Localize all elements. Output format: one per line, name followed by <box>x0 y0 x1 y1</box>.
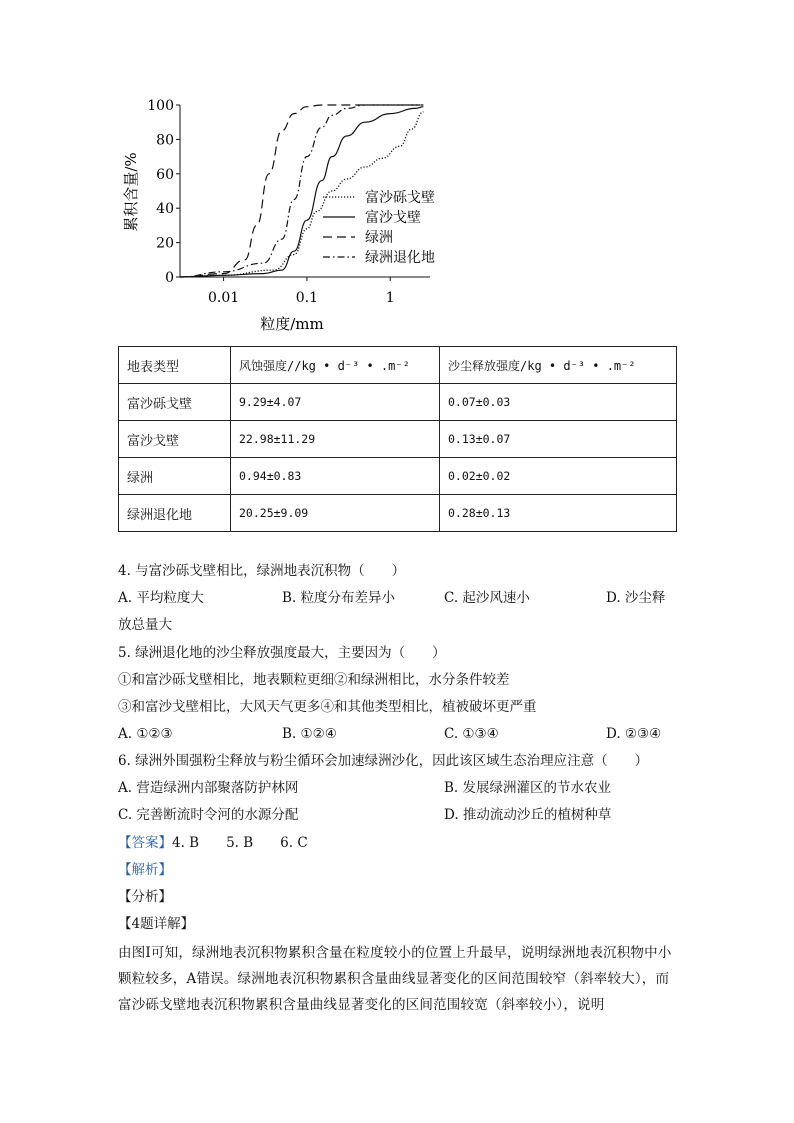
table-cell: 绿洲 <box>119 458 231 495</box>
table-cell: 0.02±0.02 <box>440 458 677 495</box>
answer-line <box>118 834 308 852</box>
x-tick-label: 0.01 <box>207 290 240 306</box>
surface-type-table <box>118 346 677 532</box>
x-axis-ticks <box>208 277 395 306</box>
fenxi-label: 【分析】 <box>118 889 172 905</box>
table-cell: 22.98±11.29 <box>231 421 440 458</box>
q5-option-d: D. ②③④ <box>606 726 662 742</box>
q6-option-b: B. 发展绿洲灌区的节水农业 <box>444 780 612 796</box>
q5-option-c: C. ①③④ <box>444 726 499 742</box>
q4-option-b: B. 粒度分布差异小 <box>282 590 396 606</box>
y-tick-label: 100 <box>147 98 174 114</box>
q5-stem: 5. 绿洲退化地的沙尘释放强度最大，主要因为（ ） <box>118 645 446 661</box>
table-header-cell: 地表类型 <box>119 347 231 384</box>
legend-label: 富沙戈壁 <box>365 210 421 226</box>
table-cell: 0.13±0.07 <box>440 421 677 458</box>
answer-text: 4. B 5. B 6. C <box>172 835 308 851</box>
particle-size-chart <box>110 90 455 335</box>
table-cell: 绿洲退化地 <box>119 495 231 532</box>
q5-statement-line-1: ①和富沙砾戈壁相比，地表颗粒更细②和绿洲相比，水分条件较差 <box>118 672 510 688</box>
q4-option-c: C. 起沙风速小 <box>444 590 530 606</box>
table-header-row <box>119 347 677 384</box>
table-cell: 富沙砾戈壁 <box>119 384 231 421</box>
y-tick-label: 0 <box>165 270 174 286</box>
table-row <box>119 421 677 458</box>
q4-option-a: A. 平均粒度大 <box>118 590 204 606</box>
table-cell: 20.25±9.09 <box>231 495 440 532</box>
table-cell: 9.29±4.07 <box>231 384 440 421</box>
q6-stem: 6. 绿洲外围强粉尘释放与粉尘循环会加速绿洲沙化，因此该区域生态治理应注意（ ） <box>118 753 649 769</box>
legend-label: 绿洲 <box>365 230 393 246</box>
chart-legend <box>323 189 435 266</box>
table-row <box>119 384 677 421</box>
answer-label: 【答案】 <box>118 835 172 851</box>
q4-detail-text: 由图I可知，绿洲地表沉积物累积含量在粒度较小的位置上升最早，说明绿洲地表沉积物中小颗粒较多，A错误。绿洲地表沉积物累积含量曲线显著变化的区间范围较窄（斜率较大），而富沙砾戈壁地表沉积物累积含量曲线显著变化的区间范围较宽（斜率较小），说明 <box>118 945 672 1013</box>
table-row <box>119 495 677 532</box>
table-cell: 0.94±0.83 <box>231 458 440 495</box>
legend-label: 富沙砾戈壁 <box>365 190 435 206</box>
legend-label: 绿洲退化地 <box>365 250 435 266</box>
analysis-label: 【解析】 <box>118 862 172 878</box>
q4-detail-label: 【4题详解】 <box>118 916 195 932</box>
q6-option-d: D. 推动流动沙丘的植树种草 <box>444 807 612 823</box>
y-tick-label: 80 <box>156 132 174 149</box>
x-tick-label: 1 <box>385 290 395 306</box>
q5-option-a: A. ①②③ <box>118 726 173 742</box>
q6-option-c: C. 完善断流时令河的水源分配 <box>118 807 299 823</box>
q5-option-b: B. ①②④ <box>282 726 337 742</box>
q4-stem: 4. 与富沙砾戈壁相比，绿洲地表沉积物（ ） <box>118 563 406 579</box>
q4-option-d-continued: 放总量大 <box>118 617 172 633</box>
table-header-cell: 沙尘释放强度/kg • d⁻³ • .m⁻² <box>440 347 677 384</box>
table-cell: 富沙戈壁 <box>119 421 231 458</box>
table-cell: 0.07±0.03 <box>440 384 677 421</box>
q4-option-d: D. 沙尘释 <box>606 590 666 606</box>
y-tick-label: 20 <box>156 235 174 252</box>
q6-option-a: A. 营造绿洲内部聚落防护林网 <box>118 780 299 796</box>
table-header-cell: 风蚀强度//kg • d⁻³ • .m⁻² <box>231 347 440 384</box>
table-row <box>119 458 677 495</box>
x-axis-label: 粒度/mm <box>260 315 324 333</box>
q5-statement-line-2: ③和富沙戈壁相比，大风天气更多④和其他类型相比，植被破坏更严重 <box>118 699 537 715</box>
y-axis-label: 累积含量/% <box>122 152 140 232</box>
x-tick-label: 0.1 <box>295 290 319 306</box>
y-axis-ticks <box>147 98 180 286</box>
y-tick-label: 40 <box>156 201 174 218</box>
table-cell: 0.28±0.13 <box>440 495 677 532</box>
y-tick-label: 60 <box>156 166 174 183</box>
